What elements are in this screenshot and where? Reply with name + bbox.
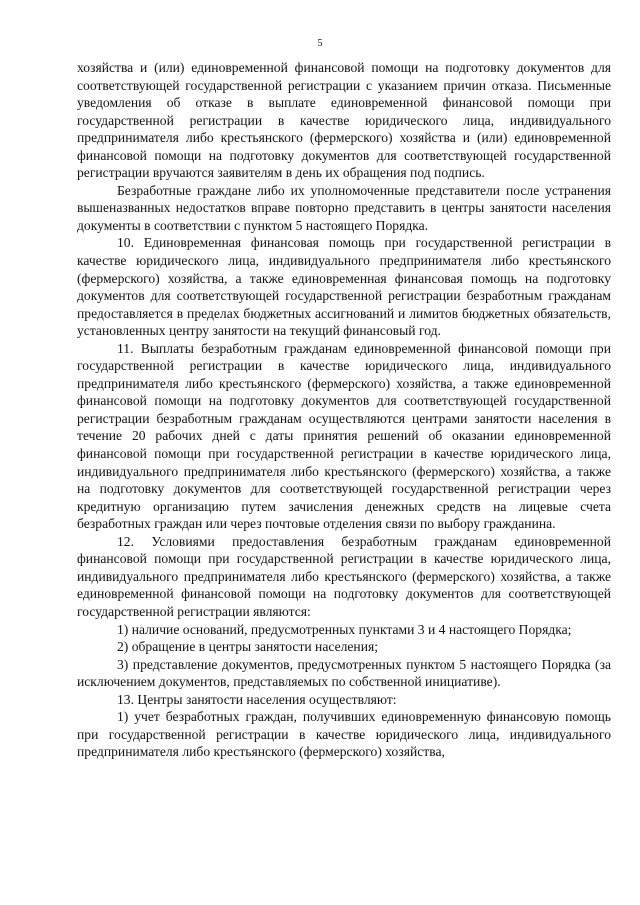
paragraph-item-10: 10. Единовременная финансовая помощь при государственной регистрации в качестве юридического лица, индивидуального предпринимателя либо крестьянского (фермерского) хозяйства, а также единовременная финансовая помощь на подготовку документов для соответствующей государственной регистрации безработным гражданам предоставляется в пределах бюджетных ассигнований и лимитов бюджетных обязательств, установленных центру занятости на текущий финансовый год. — [77, 235, 611, 339]
paragraph-item-13: 13. Центры занятости населения осуществляют: — [117, 691, 397, 707]
list-item-12-3: 3) представление документов, предусмотренных пунктом 5 настоящего Порядка (за исключением документов, представляемых по собственной инициативе). — [77, 656, 611, 690]
list-item-12-2: 2) обращение в центры занятости населения; — [117, 639, 378, 655]
document-body — [77, 59, 611, 761]
paragraph-resubmission: Безработные граждане либо их уполномоченные представители после устранения вышеназванных недостатков вправе повторно представить в центры занятости населения документы в соответствии с пунктом 5 настоящего Порядка. — [77, 182, 611, 233]
page-number: 5 — [317, 38, 323, 49]
paragraph-item-11: 11. Выплаты безработным гражданам единовременной финансовой помощи при государственной регистрации в качестве юридического лица, индивидуального предпринимателя либо крестьянского (фермерского) хозяйства, а также единовременной финансовой помощи на подготовку документов для соответствующей государственной регистрации безработным гражданам осуществляются центрами занятости населения в течение 20 рабочих дней с даты принятия решений об оказании единовременной финансовой помощи при государственной регистрации в качестве юридического лица, индивидуального предпринимателя либо крестьянского (фермерского) хозяйства, а также на подготовку документов для соответствующей государственной регистрации через кредитную организацию путем зачисления денежных средств на лицевые счета безработных граждан или через почтовые отделения связи по выбору гражданина. — [77, 340, 611, 532]
paragraph-continuation: хозяйства и (или) единовременной финансовой помощи на подготовку документов для соответствующей государственной регистрации с указанием причин отказа. Письменные уведомления об отказе в выплате единовременной финансовой помощи при государственной регистрации в качестве юридического лица, индивидуального предпринимателя либо крестьянского (фермерского) хозяйства и (или) единовременной финансовой помощи на подготовку документов для соответствующей государственной регистрации вручаются заявителям в день их обращения под подпись. — [77, 60, 611, 181]
list-item-12-1: 1) наличие оснований, предусмотренных пунктами 3 и 4 настоящего Порядка; — [117, 621, 572, 637]
list-item-13-1: 1) учет безработных граждан, получивших единовременную финансовую помощь при государственной регистрации в качестве юридического лица, индивидуального предпринимателя либо крестьянского (фермерского) хозяйства, — [77, 709, 611, 760]
paragraph-item-12: 12. Условиями предоставления безработным гражданам единовременной финансовой помощи при государственной регистрации в качестве юридического лица, индивидуального предпринимателя либо крестьянского (фермерского) хозяйства, а также единовременной финансовой помощи на подготовку документов для соответствующей государственной регистрации являются: — [77, 533, 611, 619]
